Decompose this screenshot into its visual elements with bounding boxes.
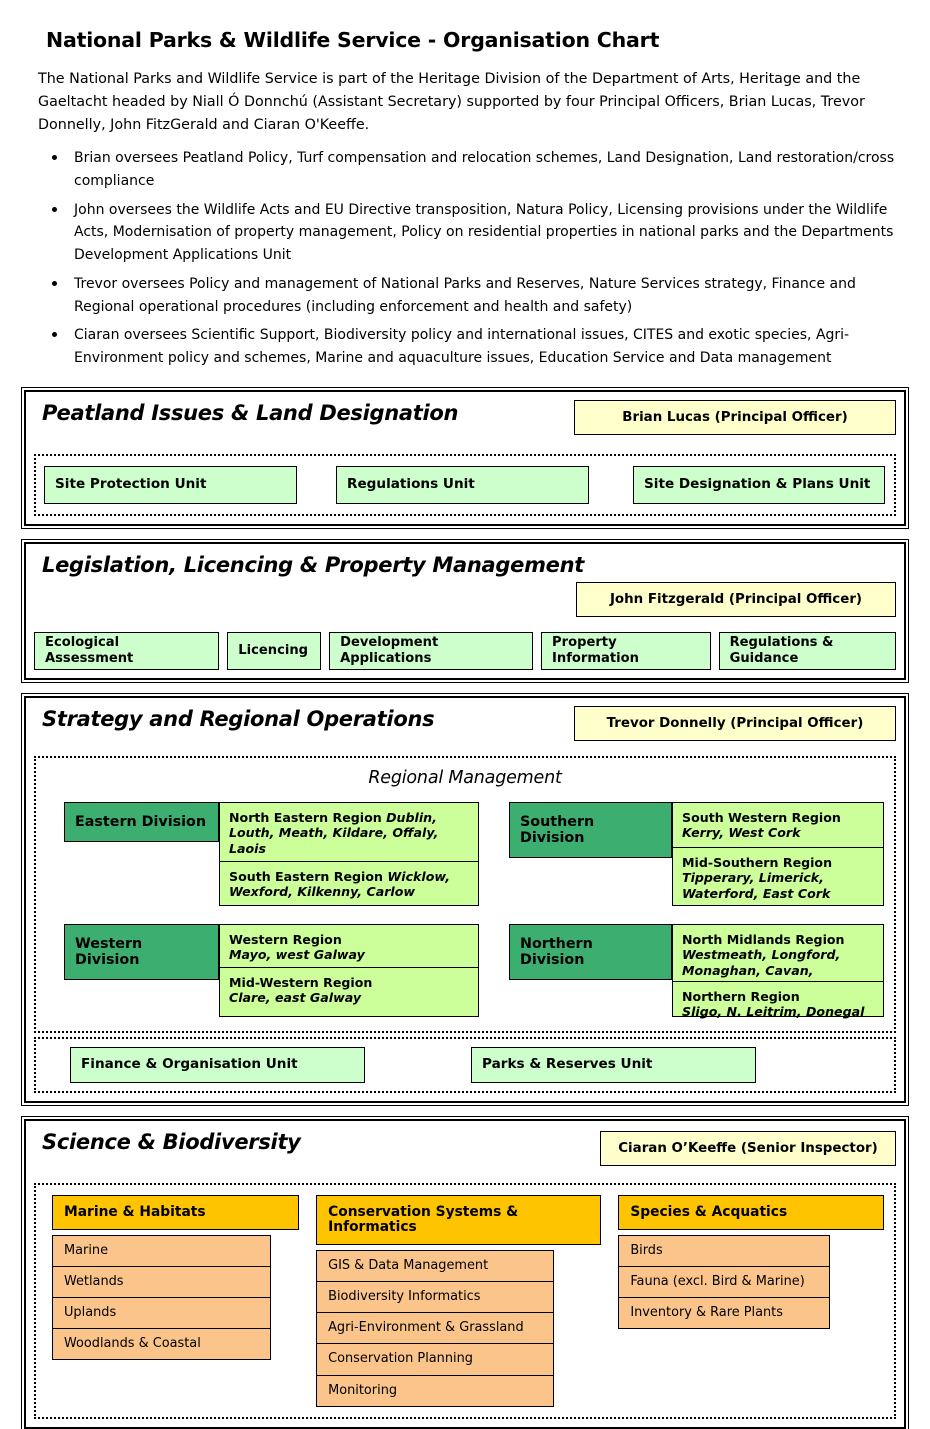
region-name: Mid-Southern Region [682, 854, 833, 870]
science-column-conservation-systems [316, 1195, 601, 1407]
section-title: Science & Biodiversity [42, 1129, 301, 1154]
division-eastern [64, 802, 479, 906]
division-label[interactable]: Western Division [64, 924, 219, 980]
region-box[interactable] [219, 861, 479, 906]
science-item[interactable]: Marine [52, 1235, 271, 1266]
regional-management-container [34, 756, 896, 1033]
list-item: Brian oversees Peatland Policy, Turf compensation and relocation schemes, Land Designation, Land restoration/cross compliance [38, 147, 900, 192]
science-columns-container [34, 1183, 896, 1419]
division-regions [219, 924, 479, 1017]
region-box[interactable] [219, 802, 479, 861]
science-columns [42, 1193, 888, 1409]
region-counties: Sligo, N. Leitrim, Donegal [682, 1004, 865, 1020]
peatland-unit-row [44, 466, 886, 504]
unit-site-protection[interactable]: Site Protection Unit [44, 466, 297, 504]
region-box[interactable] [672, 802, 884, 847]
section-header [26, 698, 904, 752]
region-counties: Kerry, West Cork [682, 825, 801, 841]
peatland-units-container [34, 454, 896, 516]
unit-ecological-assessment[interactable]: Ecological Assessment [34, 632, 219, 670]
unit-licencing[interactable]: Licencing [227, 632, 321, 670]
science-item[interactable]: Inventory & Rare Plants [618, 1297, 830, 1329]
section-science-biodiversity [24, 1119, 906, 1429]
responsibilities-list [38, 147, 900, 369]
region-name: South Western Region [682, 809, 841, 825]
science-item[interactable]: Uplands [52, 1297, 271, 1328]
region-counties: Westmeath, Longford, Monaghan, Cavan, [682, 947, 841, 978]
division-regions [672, 924, 884, 1020]
section-legislation-licencing [24, 542, 906, 680]
officer-badge-john-fitzgerald: John Fitzgerald (Principal Officer) [576, 582, 896, 617]
section-strategy-regional-operations [24, 696, 906, 1103]
unit-property-information[interactable]: Property Information [541, 632, 711, 670]
region-counties: Tipperary, Limerick, Waterford, East Cork [682, 870, 831, 901]
section-title: Peatland Issues & Land Designation [42, 400, 459, 425]
unit-parks-reserves[interactable]: Parks & Reserves Unit [471, 1047, 756, 1083]
officer-badge-brian-lucas: Brian Lucas (Principal Officer) [574, 400, 896, 435]
list-item: Trevor oversees Policy and management of National Parks and Reserves, Nature Services strategy, Finance and Regional operational procedures (including enforcement and health and safety) [38, 273, 900, 318]
science-item[interactable]: Agri-Environment & Grassland [316, 1312, 554, 1343]
intro-paragraph: The National Parks and Wildlife Service is part of the Heritage Division of the Department of Arts, Heritage and the Gaeltacht headed by Niall Ó Donnchú (Assistant Secretary) supported by four Principal Officers, Brian Lucas, Trevor Donnelly, John FitzGerald and Ciaran O'Keeffe. [38, 71, 865, 134]
page-title: National Parks & Wildlife Service - Organisation Chart [46, 28, 660, 52]
officer-badge-trevor-donnelly: Trevor Donnelly (Principal Officer) [574, 706, 896, 741]
science-item[interactable]: Fauna (excl. Bird & Marine) [618, 1266, 830, 1297]
regional-management-title: Regional Management [368, 767, 562, 788]
unit-finance-organisation[interactable]: Finance & Organisation Unit [70, 1047, 365, 1083]
division-label[interactable]: Southern Division [509, 802, 672, 858]
unit-regulations-guidance[interactable]: Regulations & Guidance [719, 632, 896, 670]
region-name: Western Region [229, 931, 342, 947]
science-group-header[interactable]: Conservation Systems & Informatics [316, 1195, 601, 1245]
region-counties: Mayo, west Galway [229, 947, 365, 963]
science-item[interactable]: Woodlands & Coastal [52, 1328, 271, 1360]
science-item[interactable]: Birds [618, 1235, 830, 1266]
region-name: North Eastern Region [229, 809, 387, 825]
science-column-marine-habitats [52, 1195, 299, 1407]
division-regions [672, 802, 884, 906]
section-peatland-issues [24, 390, 906, 526]
legislation-unit-row [34, 632, 896, 670]
strategy-units-container [34, 1037, 896, 1093]
science-group-header[interactable]: Marine & Habitats [52, 1195, 299, 1230]
section-title: Strategy and Regional Operations [42, 706, 435, 731]
science-column-species-acquatics [618, 1195, 884, 1407]
section-header [26, 544, 904, 632]
region-name: Northern Region [682, 988, 800, 1004]
region-counties: Wicklow, Wexford, Kilkenny, Carlow [229, 868, 450, 900]
list-item: John oversees the Wildlife Acts and EU Directive transposition, Natura Policy, Licensing provisions under the Wildlife Acts, Modernisation of property management, Policy on residential properties in national parks and the Departments Development Applications Unit [38, 199, 900, 267]
unit-site-designation-plans[interactable]: Site Designation & Plans Unit [633, 466, 885, 504]
science-group-header[interactable]: Species & Acquatics [618, 1195, 884, 1230]
division-regions [219, 802, 479, 906]
region-name: South Eastern Region [229, 868, 388, 884]
region-counties: Clare, east Galway [229, 990, 362, 1006]
region-box[interactable] [672, 981, 884, 1020]
science-item[interactable]: Biodiversity Informatics [316, 1281, 554, 1312]
divisions-grid [42, 802, 888, 1019]
legislation-units-container [26, 632, 904, 678]
unit-development-applications[interactable]: Development Applications [329, 632, 533, 670]
division-southern [509, 802, 884, 906]
science-item[interactable]: Conservation Planning [316, 1343, 554, 1374]
section-header [26, 1121, 904, 1179]
list-item: Ciaran oversees Scientific Support, Biodiversity policy and international issues, CITES and exotic species, Agri-Environment policy and schemes, Marine and aquaculture issues, Education Service and Data management [38, 324, 900, 369]
section-title: Legislation, Licencing & Property Management [42, 552, 584, 577]
region-box[interactable] [672, 847, 884, 906]
region-box[interactable] [219, 967, 479, 1017]
region-name: Mid-Western Region [229, 974, 373, 990]
region-counties: Dublin, Louth, Meath, Kildare, Offaly, Laois [229, 809, 439, 856]
science-item[interactable]: GIS & Data Management [316, 1250, 554, 1281]
officer-badge-ciaran-okeeffe: Ciaran O’Keeffe (Senior Inspector) [600, 1131, 896, 1166]
division-label[interactable]: Eastern Division [64, 802, 219, 842]
section-header [26, 392, 904, 450]
strategy-unit-row [42, 1047, 888, 1083]
region-box[interactable] [219, 924, 479, 967]
science-item[interactable]: Monitoring [316, 1375, 554, 1407]
region-box[interactable] [672, 924, 884, 981]
division-northern [509, 924, 884, 1020]
division-label[interactable]: Northern Division [509, 924, 672, 980]
division-western [64, 924, 479, 1017]
science-item[interactable]: Wetlands [52, 1266, 271, 1297]
region-name: North Midlands Region [682, 931, 845, 947]
unit-regulations[interactable]: Regulations Unit [336, 466, 589, 504]
